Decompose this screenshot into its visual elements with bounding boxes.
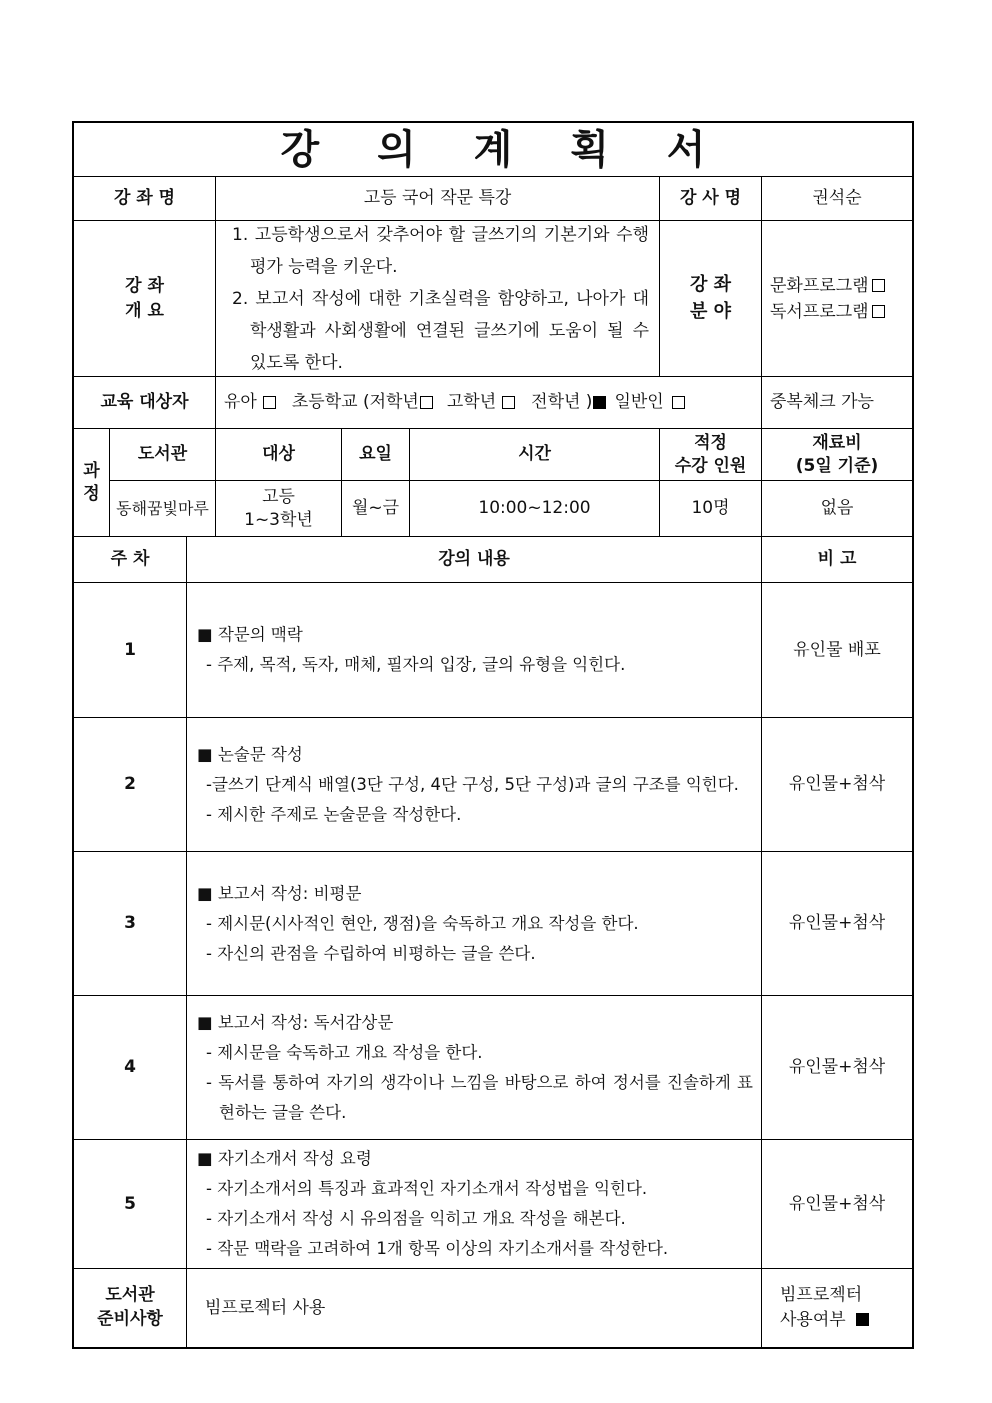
program-header-fee bbox=[762, 429, 912, 481]
program-header-target: 대상 bbox=[216, 429, 342, 481]
program-fee-value: 없음 bbox=[762, 481, 912, 537]
checkbox-checked-icon[interactable] bbox=[593, 396, 606, 409]
week-detail: - 작문 맥락을 고려하여 1개 항목 이상의 자기소개서를 작성한다. bbox=[206, 1239, 669, 1258]
field-option-label: 문화프로그램 bbox=[770, 275, 869, 296]
target-note: 중복체크 가능 bbox=[762, 377, 912, 429]
week-note: 유인물+첨삭 bbox=[762, 996, 912, 1140]
week-content bbox=[187, 1140, 762, 1269]
footer-label-1: 도서관 bbox=[105, 1285, 155, 1306]
week-heading: ■ 작문의 맥락 bbox=[197, 620, 303, 650]
week-number: 1 bbox=[74, 583, 187, 718]
program-header-library: 도서관 bbox=[110, 429, 216, 481]
program-header-day: 요일 bbox=[342, 429, 410, 481]
target-option-infant: 유아 bbox=[224, 392, 257, 413]
footer-note-2: 사용여부 bbox=[780, 1310, 846, 1330]
week-content bbox=[187, 718, 762, 852]
field-option-label: 독서프로그램 bbox=[770, 301, 869, 322]
field-options bbox=[762, 221, 912, 377]
week-detail: - 독서를 통하여 자기의 생각이나 느낌을 바탕으로 하여 정서를 진솔하게 표현하는 글을 쓴다. bbox=[206, 1072, 753, 1122]
footer-content: 빔프로젝터 사용 bbox=[187, 1269, 762, 1347]
program-header-capacity-2: 수강 인원 bbox=[674, 455, 747, 476]
week-number: 3 bbox=[74, 852, 187, 996]
week-content bbox=[187, 996, 762, 1140]
program-time-value: 10:00~12:00 bbox=[410, 481, 660, 537]
week-heading: ■ 보고서 작성: 독서감상문 bbox=[197, 1008, 393, 1038]
program-side-label-2: 정 bbox=[83, 483, 100, 504]
week-note: 유인물 배포 bbox=[762, 583, 912, 718]
overview-label-line2: 개 요 bbox=[125, 300, 164, 321]
checkbox-icon[interactable] bbox=[502, 396, 515, 409]
checkbox-icon[interactable] bbox=[672, 396, 685, 409]
overview-label-line1: 강 좌 bbox=[125, 275, 164, 296]
instructor-value: 권석순 bbox=[762, 177, 912, 221]
field-option-culture[interactable] bbox=[770, 273, 885, 299]
week-detail: - 자신의 관점을 수립하여 비평하는 글을 쓴다. bbox=[206, 943, 536, 963]
week-note: 유인물+첨삭 bbox=[762, 718, 912, 852]
week-content bbox=[187, 583, 762, 718]
week-heading: ■ 논술문 작성 bbox=[197, 740, 303, 770]
week-number: 4 bbox=[74, 996, 187, 1140]
program-library-value: 동해꿈빛마루 bbox=[110, 481, 216, 537]
program-day-value: 월~금 bbox=[342, 481, 410, 537]
checkbox-checked-icon[interactable] bbox=[856, 1313, 869, 1326]
program-target-value-2: 1~3학년 bbox=[244, 509, 313, 530]
week-heading: ■ 보고서 작성: 비평문 bbox=[197, 879, 361, 909]
course-name-value: 고등 국어 작문 특강 bbox=[216, 177, 660, 221]
footer-note-1: 빔프로젝터 bbox=[780, 1284, 863, 1305]
checkbox-icon[interactable] bbox=[872, 305, 885, 318]
target-option-upper: 고학년 bbox=[446, 392, 497, 413]
week-detail: - 자기소개서 작성 시 유의점을 익히고 개요 작성을 해본다. bbox=[206, 1209, 626, 1228]
field-label-line1: 강 좌 bbox=[689, 274, 732, 296]
program-target-value-1: 고등 bbox=[262, 487, 295, 508]
course-name-label: 강 좌 명 bbox=[74, 177, 216, 221]
checkbox-icon[interactable] bbox=[263, 396, 276, 409]
program-header-time: 시간 bbox=[410, 429, 660, 481]
overview-label bbox=[74, 221, 216, 377]
schedule-header-content: 강의 내용 bbox=[187, 537, 762, 583]
target-option-all: 전학년 ) bbox=[531, 392, 593, 413]
program-target-value bbox=[216, 481, 342, 537]
target-options bbox=[216, 377, 762, 429]
week-content bbox=[187, 852, 762, 996]
week-detail: -글쓰기 단계식 배열(3단 구성, 4단 구성, 5단 구성)과 글의 구조를 익힌다. bbox=[206, 774, 739, 794]
week-detail: - 제시문(시사적인 현안, 쟁점)을 숙독하고 개요 작성을 한다. bbox=[206, 913, 639, 933]
footer-label-2: 준비사항 bbox=[97, 1309, 163, 1329]
week-note: 유인물+첨삭 bbox=[762, 1140, 912, 1269]
schedule-header-note: 비 고 bbox=[762, 537, 912, 583]
schedule-header-week: 주 차 bbox=[74, 537, 187, 583]
program-capacity-value: 10명 bbox=[660, 481, 762, 537]
field-option-reading[interactable] bbox=[770, 299, 885, 325]
target-label: 교육 대상자 bbox=[74, 377, 216, 429]
week-detail: - 자기소개서의 특징과 효과적인 자기소개서 작성법을 익힌다. bbox=[206, 1179, 648, 1198]
overview-item: 1. 고등학생으로서 갖추어야 할 글쓰기의 기본기와 수행평가 능력을 키운다. bbox=[232, 224, 649, 277]
field-label-line2: 분 야 bbox=[689, 300, 732, 322]
week-detail: - 제시문을 숙독하고 개요 작성을 한다. bbox=[206, 1042, 483, 1062]
overview-list bbox=[216, 219, 659, 379]
program-side-label bbox=[74, 429, 110, 537]
overview-item: 2. 보고서 작성에 대한 기초실력을 함양하고, 나아가 대학생활과 사회생활에 연결된 글쓰기에 도움이 될 수 있도록 한다. bbox=[232, 288, 649, 373]
program-header-fee-1: 재료비 bbox=[812, 433, 862, 454]
checkbox-icon[interactable] bbox=[420, 396, 433, 409]
target-option-elementary: 초등학교 (저학년 bbox=[291, 392, 419, 413]
footer-note bbox=[762, 1269, 912, 1347]
week-heading: ■ 자기소개서 작성 요령 bbox=[197, 1144, 372, 1174]
week-note: 유인물+첨삭 bbox=[762, 852, 912, 996]
program-side-label-1: 과 bbox=[83, 461, 100, 482]
week-detail: - 주제, 목적, 독자, 매체, 필자의 입장, 글의 유형을 익힌다. bbox=[206, 655, 626, 674]
week-detail: - 제시한 주제로 논술문을 작성한다. bbox=[206, 804, 462, 824]
week-number: 2 bbox=[74, 718, 187, 852]
program-header-fee-2: (5일 기준) bbox=[795, 455, 879, 476]
checkbox-icon[interactable] bbox=[872, 279, 885, 292]
instructor-label: 강 사 명 bbox=[660, 177, 762, 221]
target-option-adult: 일반인 bbox=[614, 392, 664, 413]
lecture-plan-document bbox=[72, 121, 914, 1349]
week-number: 5 bbox=[74, 1140, 187, 1269]
document-title: 강 의 계 획 서 bbox=[74, 123, 912, 177]
program-header-capacity bbox=[660, 429, 762, 481]
footer-label bbox=[74, 1269, 187, 1347]
footer-note-2-wrap bbox=[780, 1308, 869, 1334]
overview-content bbox=[216, 221, 660, 377]
field-label bbox=[660, 221, 762, 377]
program-header-capacity-1: 적정 bbox=[694, 433, 727, 454]
